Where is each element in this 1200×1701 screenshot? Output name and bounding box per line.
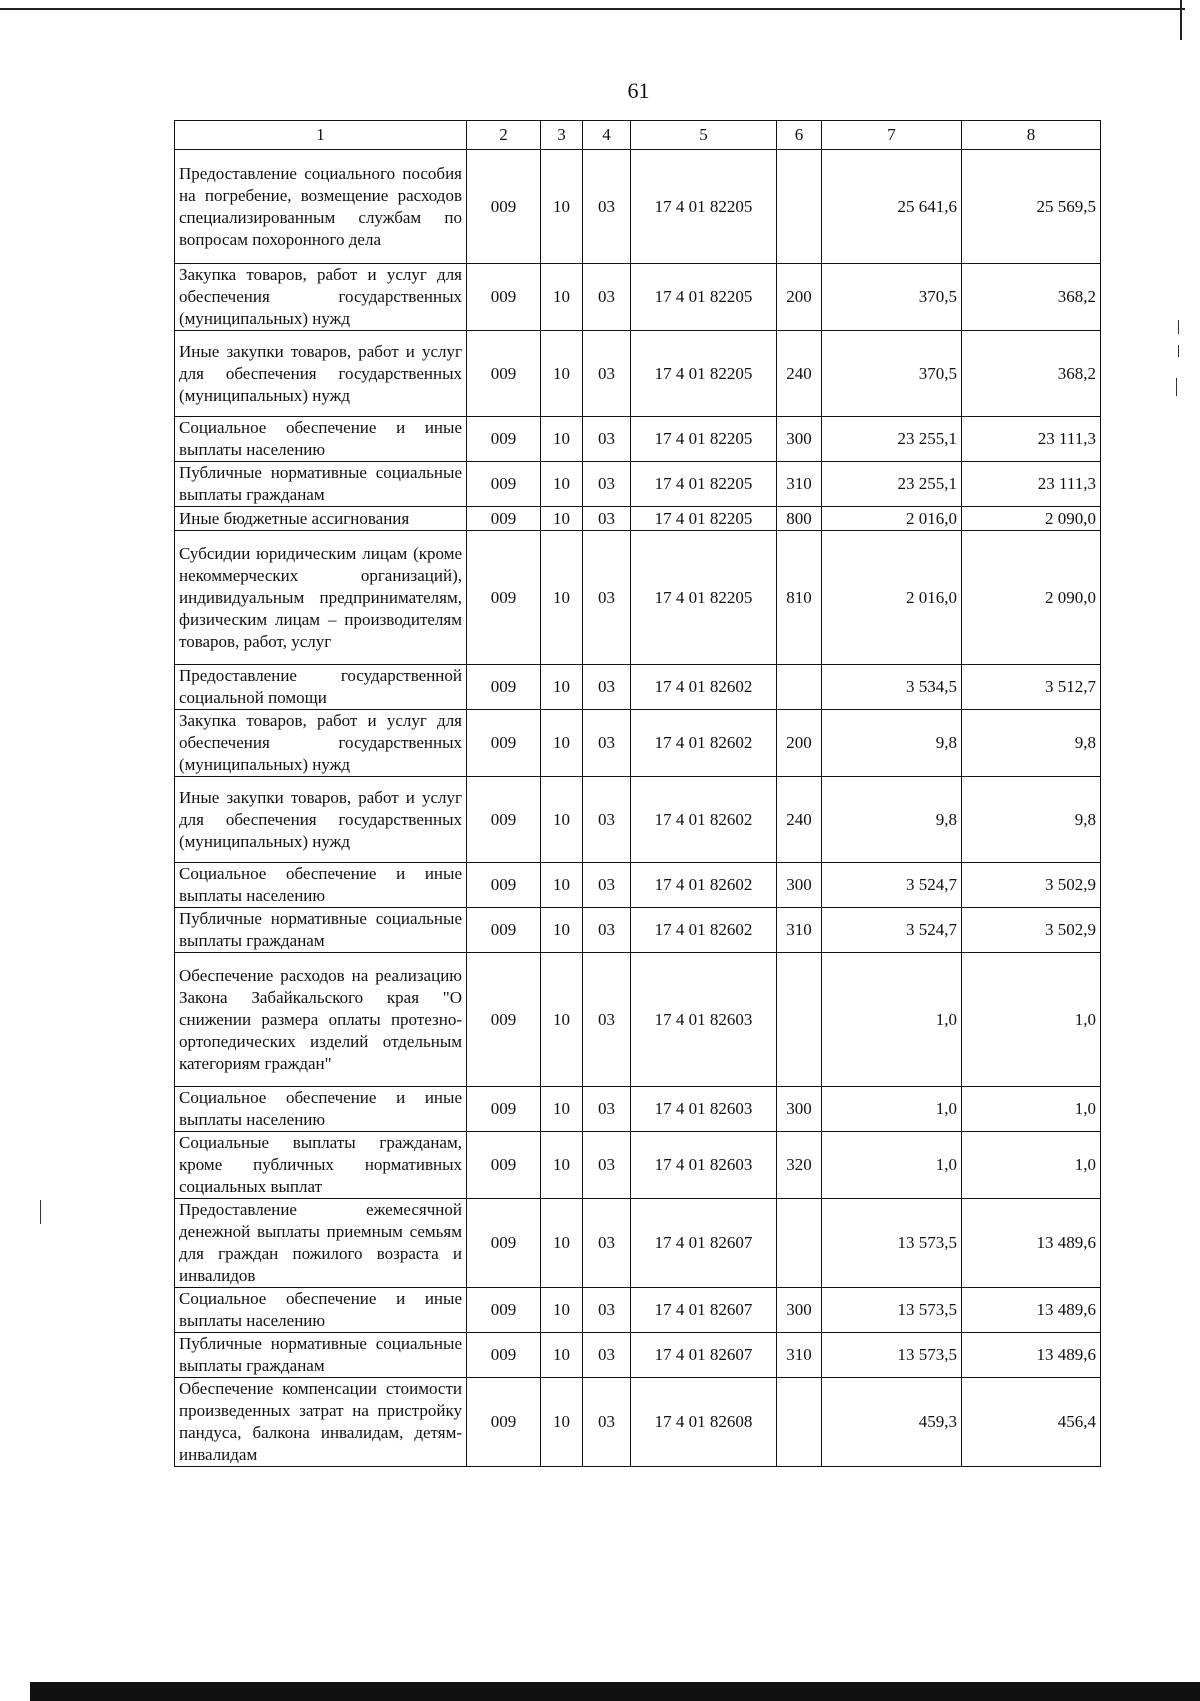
amount-col7: 23 255,1 <box>822 462 962 507</box>
table-body <box>175 150 1101 1467</box>
scan-edge-bottom <box>30 1682 1200 1701</box>
subsection-code: 03 <box>583 150 631 264</box>
amount-col8: 2 090,0 <box>962 531 1101 665</box>
section-code: 10 <box>541 665 583 710</box>
section-code: 10 <box>541 150 583 264</box>
subsection-code: 03 <box>583 1132 631 1199</box>
amount-col7: 13 573,5 <box>822 1199 962 1288</box>
subsection-code: 03 <box>583 908 631 953</box>
column-header: 5 <box>631 121 777 150</box>
admin-code: 009 <box>467 150 541 264</box>
subsection-code: 03 <box>583 531 631 665</box>
table-row <box>175 331 1101 417</box>
page-number: 61 <box>627 78 650 103</box>
subsection-code: 03 <box>583 863 631 908</box>
row-description: Обеспечение компенсации стоимости произведенных затрат на пристройку пандуса, балкона инвалидам, детям-инвалидам <box>175 1378 467 1467</box>
subsection-code: 03 <box>583 507 631 531</box>
subsection-code: 03 <box>583 462 631 507</box>
expense-type-code: 300 <box>777 1087 822 1132</box>
target-article-code: 17 4 01 82205 <box>631 462 777 507</box>
scan-edge-top <box>0 8 1185 10</box>
subsection-code: 03 <box>583 331 631 417</box>
section-code: 10 <box>541 1087 583 1132</box>
column-header: 2 <box>467 121 541 150</box>
row-description: Предоставление ежемесячной денежной выплаты приемным семьям для граждан пожилого возраста и инвалидов <box>175 1199 467 1288</box>
column-header: 8 <box>962 121 1101 150</box>
table-row <box>175 665 1101 710</box>
amount-col8: 9,8 <box>962 777 1101 863</box>
amount-col7: 3 534,5 <box>822 665 962 710</box>
section-code: 10 <box>541 507 583 531</box>
amount-col8: 3 502,9 <box>962 863 1101 908</box>
table-row <box>175 462 1101 507</box>
subsection-code: 03 <box>583 264 631 331</box>
target-article-code: 17 4 01 82205 <box>631 507 777 531</box>
admin-code: 009 <box>467 953 541 1087</box>
amount-col8: 23 111,3 <box>962 462 1101 507</box>
table-row <box>175 1378 1101 1467</box>
amount-col7: 2 016,0 <box>822 531 962 665</box>
target-article-code: 17 4 01 82603 <box>631 1087 777 1132</box>
amount-col8: 9,8 <box>962 710 1101 777</box>
column-header: 3 <box>541 121 583 150</box>
target-article-code: 17 4 01 82205 <box>631 417 777 462</box>
expense-type-code: 810 <box>777 531 822 665</box>
expense-type-code <box>777 665 822 710</box>
column-header: 6 <box>777 121 822 150</box>
row-description: Закупка товаров, работ и услуг для обеспечения государственных (муниципальных) нужд <box>175 710 467 777</box>
table-row <box>175 150 1101 264</box>
admin-code: 009 <box>467 264 541 331</box>
expense-type-code: 300 <box>777 417 822 462</box>
section-code: 10 <box>541 908 583 953</box>
amount-col8: 13 489,6 <box>962 1333 1101 1378</box>
subsection-code: 03 <box>583 1333 631 1378</box>
section-code: 10 <box>541 1378 583 1467</box>
row-description: Предоставление государственной социальной помощи <box>175 665 467 710</box>
expense-type-code: 200 <box>777 710 822 777</box>
target-article-code: 17 4 01 82602 <box>631 777 777 863</box>
row-description: Предоставление социального пособия на погребение, возмещение расходов специализированным службам по вопросам похоронного дела <box>175 150 467 264</box>
expense-type-code: 300 <box>777 863 822 908</box>
expense-type-code: 310 <box>777 908 822 953</box>
row-description: Социальное обеспечение и иные выплаты населению <box>175 863 467 908</box>
row-description: Субсидии юридическим лицам (кроме некоммерческих организаций), индивидуальным предпринимателям, физическим лицам – производителям товаров, работ, услуг <box>175 531 467 665</box>
column-header: 7 <box>822 121 962 150</box>
amount-col7: 2 016,0 <box>822 507 962 531</box>
budget-table <box>174 120 1101 1467</box>
admin-code: 009 <box>467 1087 541 1132</box>
amount-col8: 1,0 <box>962 1087 1101 1132</box>
row-description: Иные закупки товаров, работ и услуг для обеспечения государственных (муниципальных) нужд <box>175 331 467 417</box>
table-row <box>175 1288 1101 1333</box>
subsection-code: 03 <box>583 777 631 863</box>
column-header: 4 <box>583 121 631 150</box>
amount-col7: 3 524,7 <box>822 863 962 908</box>
amount-col7: 370,5 <box>822 331 962 417</box>
expense-type-code <box>777 150 822 264</box>
amount-col8: 456,4 <box>962 1378 1101 1467</box>
column-header: 1 <box>175 121 467 150</box>
scan-mark <box>40 1200 41 1224</box>
amount-col7: 13 573,5 <box>822 1333 962 1378</box>
table-row <box>175 531 1101 665</box>
amount-col8: 3 502,9 <box>962 908 1101 953</box>
admin-code: 009 <box>467 507 541 531</box>
table-header-row <box>175 121 1101 150</box>
section-code: 10 <box>541 777 583 863</box>
admin-code: 009 <box>467 710 541 777</box>
table-row <box>175 417 1101 462</box>
scan-edge-right <box>1180 0 1182 40</box>
expense-type-code: 300 <box>777 1288 822 1333</box>
expense-type-code: 240 <box>777 777 822 863</box>
scan-mark <box>1178 345 1179 357</box>
subsection-code: 03 <box>583 953 631 1087</box>
row-description: Обеспечение расходов на реализацию Закона Забайкальского края "О снижении размера оплаты протезно-ортопедических изделий отдельным категориям граждан" <box>175 953 467 1087</box>
amount-col7: 13 573,5 <box>822 1288 962 1333</box>
target-article-code: 17 4 01 82607 <box>631 1288 777 1333</box>
amount-col8: 368,2 <box>962 264 1101 331</box>
target-article-code: 17 4 01 82608 <box>631 1378 777 1467</box>
admin-code: 009 <box>467 417 541 462</box>
admin-code: 009 <box>467 665 541 710</box>
subsection-code: 03 <box>583 665 631 710</box>
section-code: 10 <box>541 331 583 417</box>
section-code: 10 <box>541 1199 583 1288</box>
table-row <box>175 777 1101 863</box>
amount-col7: 459,3 <box>822 1378 962 1467</box>
amount-col8: 3 512,7 <box>962 665 1101 710</box>
target-article-code: 17 4 01 82205 <box>631 531 777 665</box>
table-row <box>175 1199 1101 1288</box>
amount-col7: 1,0 <box>822 1087 962 1132</box>
admin-code: 009 <box>467 531 541 665</box>
table-row <box>175 1333 1101 1378</box>
target-article-code: 17 4 01 82205 <box>631 331 777 417</box>
row-description: Социальное обеспечение и иные выплаты населению <box>175 417 467 462</box>
target-article-code: 17 4 01 82602 <box>631 908 777 953</box>
target-article-code: 17 4 01 82603 <box>631 1132 777 1199</box>
target-article-code: 17 4 01 82602 <box>631 863 777 908</box>
admin-code: 009 <box>467 1199 541 1288</box>
row-description: Иные бюджетные ассигнования <box>175 507 467 531</box>
subsection-code: 03 <box>583 710 631 777</box>
amount-col8: 1,0 <box>962 953 1101 1087</box>
admin-code: 009 <box>467 1333 541 1378</box>
row-description: Социальные выплаты гражданам, кроме публичных нормативных социальных выплат <box>175 1132 467 1199</box>
admin-code: 009 <box>467 1378 541 1467</box>
expense-type-code: 240 <box>777 331 822 417</box>
admin-code: 009 <box>467 331 541 417</box>
amount-col7: 9,8 <box>822 710 962 777</box>
amount-col7: 23 255,1 <box>822 417 962 462</box>
amount-col8: 23 111,3 <box>962 417 1101 462</box>
amount-col7: 370,5 <box>822 264 962 331</box>
row-description: Социальное обеспечение и иные выплаты населению <box>175 1288 467 1333</box>
section-code: 10 <box>541 462 583 507</box>
expense-type-code <box>777 1199 822 1288</box>
section-code: 10 <box>541 710 583 777</box>
admin-code: 009 <box>467 462 541 507</box>
row-description: Публичные нормативные социальные выплаты гражданам <box>175 908 467 953</box>
admin-code: 009 <box>467 777 541 863</box>
section-code: 10 <box>541 417 583 462</box>
target-article-code: 17 4 01 82602 <box>631 665 777 710</box>
admin-code: 009 <box>467 863 541 908</box>
table-row <box>175 710 1101 777</box>
target-article-code: 17 4 01 82607 <box>631 1333 777 1378</box>
expense-type-code: 320 <box>777 1132 822 1199</box>
amount-col7: 25 641,6 <box>822 150 962 264</box>
row-description: Закупка товаров, работ и услуг для обеспечения государственных (муниципальных) нужд <box>175 264 467 331</box>
table-row <box>175 1087 1101 1132</box>
row-description: Социальное обеспечение и иные выплаты населению <box>175 1087 467 1132</box>
amount-col8: 368,2 <box>962 331 1101 417</box>
target-article-code: 17 4 01 82205 <box>631 150 777 264</box>
expense-type-code <box>777 1378 822 1467</box>
section-code: 10 <box>541 1288 583 1333</box>
expense-type-code: 800 <box>777 507 822 531</box>
section-code: 10 <box>541 264 583 331</box>
section-code: 10 <box>541 1132 583 1199</box>
table-row <box>175 863 1101 908</box>
table-row <box>175 264 1101 331</box>
amount-col8: 13 489,6 <box>962 1199 1101 1288</box>
subsection-code: 03 <box>583 1199 631 1288</box>
amount-col7: 3 524,7 <box>822 908 962 953</box>
section-code: 10 <box>541 531 583 665</box>
table-row <box>175 908 1101 953</box>
subsection-code: 03 <box>583 417 631 462</box>
expense-type-code <box>777 953 822 1087</box>
subsection-code: 03 <box>583 1378 631 1467</box>
admin-code: 009 <box>467 908 541 953</box>
table-row <box>175 953 1101 1087</box>
table-row <box>175 507 1101 531</box>
target-article-code: 17 4 01 82205 <box>631 264 777 331</box>
amount-col8: 13 489,6 <box>962 1288 1101 1333</box>
target-article-code: 17 4 01 82602 <box>631 710 777 777</box>
section-code: 10 <box>541 1333 583 1378</box>
scan-mark <box>1176 378 1177 396</box>
admin-code: 009 <box>467 1288 541 1333</box>
section-code: 10 <box>541 953 583 1087</box>
subsection-code: 03 <box>583 1288 631 1333</box>
amount-col7: 9,8 <box>822 777 962 863</box>
expense-type-code: 310 <box>777 462 822 507</box>
amount-col7: 1,0 <box>822 953 962 1087</box>
target-article-code: 17 4 01 82603 <box>631 953 777 1087</box>
row-description: Публичные нормативные социальные выплаты гражданам <box>175 462 467 507</box>
section-code: 10 <box>541 863 583 908</box>
amount-col7: 1,0 <box>822 1132 962 1199</box>
row-description: Иные закупки товаров, работ и услуг для обеспечения государственных (муниципальных) нужд <box>175 777 467 863</box>
subsection-code: 03 <box>583 1087 631 1132</box>
amount-col8: 25 569,5 <box>962 150 1101 264</box>
amount-col8: 1,0 <box>962 1132 1101 1199</box>
expense-type-code: 310 <box>777 1333 822 1378</box>
expense-type-code: 200 <box>777 264 822 331</box>
table-row <box>175 1132 1101 1199</box>
scan-mark <box>1178 320 1179 334</box>
amount-col8: 2 090,0 <box>962 507 1101 531</box>
row-description: Публичные нормативные социальные выплаты гражданам <box>175 1333 467 1378</box>
admin-code: 009 <box>467 1132 541 1199</box>
target-article-code: 17 4 01 82607 <box>631 1199 777 1288</box>
